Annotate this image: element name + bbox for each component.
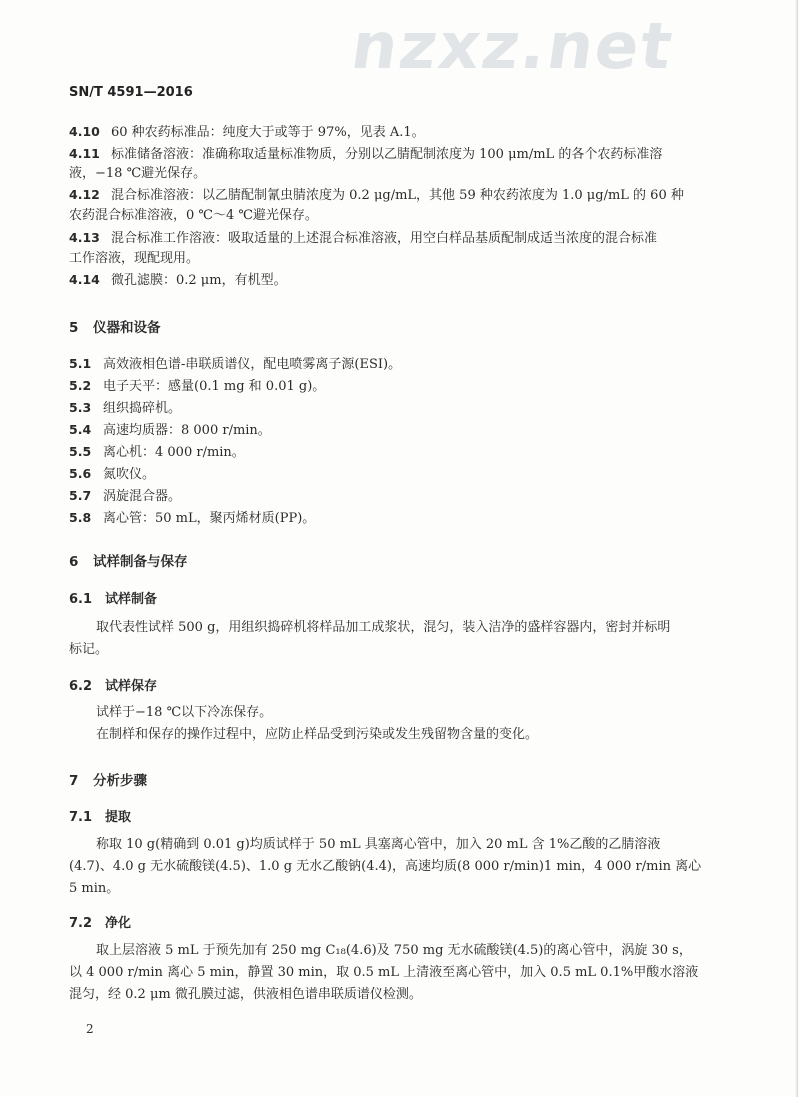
clause-number: 5.8 — [69, 510, 92, 525]
paragraph-line: 混匀，经 0.2 μm 微孔膜过滤，供液相色谱串联质谱仪检测。 — [69, 987, 422, 1002]
subsection-number: 7.2 — [69, 916, 93, 931]
clause-5-4 — [69, 419, 733, 442]
clause-number: 4.12 — [69, 187, 100, 202]
clause-text: 氮吹仪。 — [103, 467, 156, 482]
clause-5-3 — [69, 397, 733, 420]
standard-code-header: SN/T 4591—2016 — [69, 85, 193, 100]
subsection-heading-7-1 — [69, 806, 131, 825]
clause-4-12 — [69, 184, 733, 207]
paragraph-line: 试样于−18 ℃以下冷冻保存。 — [96, 705, 273, 720]
clause-number: 5.4 — [69, 422, 92, 437]
clause-text: 高速均质器：8 000 r/min。 — [103, 423, 271, 438]
section-number: 6 — [69, 554, 79, 570]
clause-text: 离心机：4 000 r/min。 — [103, 445, 245, 460]
section-heading-6 — [69, 550, 188, 570]
clause-number: 5.2 — [69, 378, 92, 393]
clause-text: 电子天平：感量(0.1 mg 和 0.01 g)。 — [103, 379, 326, 394]
clause-continuation: 液，−18 ℃避光保存。 — [69, 166, 207, 181]
section-title: 仪器和设备 — [93, 320, 161, 336]
paragraph-line: 以 4 000 r/min 离心 5 min，静置 30 min，取 0.5 mL 上清液至离心管中，加入 0.5 mL 0.1%甲酸水溶液 — [69, 965, 699, 980]
clause-number: 5.5 — [69, 444, 92, 459]
subsection-number: 6.2 — [69, 679, 93, 694]
clause-number: 4.13 — [69, 230, 100, 245]
paragraph-line: 取代表性试样 500 g，用组织捣碎机将样品加工成浆状，混匀，装入洁净的盛样容器内，密封并标明 — [96, 620, 671, 635]
subsection-heading-7-2 — [69, 912, 131, 931]
clause-5-8 — [69, 507, 733, 530]
clause-number: 5.3 — [69, 400, 92, 415]
section-heading-7 — [69, 769, 147, 789]
clause-text: 离心管：50 mL，聚丙烯材质(PP)。 — [103, 511, 316, 526]
clause-number: 5.6 — [69, 466, 92, 481]
subsection-heading-6-2 — [69, 675, 157, 694]
clause-5-6 — [69, 463, 733, 486]
clause-4-10 — [69, 121, 733, 144]
paragraph-line: 取上层溶液 5 mL 于预先加有 250 mg C₁₈(4.6)及 750 mg 无水硫酸镁(4.5)的离心管中，涡旋 30 s， — [96, 943, 692, 958]
paragraph-line: 标记。 — [69, 642, 109, 657]
clause-text: 60 种农药标准品：纯度大于或等于 97%，见表 A.1。 — [111, 125, 425, 140]
subsection-number: 7.1 — [69, 810, 93, 825]
section-heading-5 — [69, 316, 161, 336]
clause-text: 混合标准溶液：以乙腈配制氰虫腈浓度为 0.2 μg/mL，其他 59 种农药浓度为 1.0 μg/mL 的 60 种 — [111, 188, 684, 203]
section-title: 试样制备与保存 — [93, 554, 188, 570]
clause-text: 组织捣碎机。 — [103, 401, 182, 416]
clause-5-5 — [69, 441, 733, 464]
section-number: 7 — [69, 773, 79, 789]
clause-continuation: 农药混合标准溶液，0 ℃～4 ℃避光保存。 — [69, 208, 318, 223]
paragraph-line: 称取 10 g(精确到 0.01 g)均质试样于 50 mL 具塞离心管中，加入 20 mL 含 1%乙酸的乙腈溶液 — [96, 837, 661, 852]
paragraph-line: 在制样和保存的操作过程中，应防止样品受到污染或发生残留物含量的变化。 — [96, 727, 539, 742]
clause-text: 标准储备溶液：准确称取适量标准物质，分别以乙腈配制浓度为 100 μm/mL 的各个农药标准溶 — [111, 147, 663, 162]
page-edge-shadow — [795, 0, 798, 1097]
clause-4-13 — [69, 227, 733, 250]
subsection-title: 试样保存 — [105, 679, 158, 694]
page-number: 2 — [86, 1022, 94, 1036]
clause-number: 4.10 — [69, 124, 100, 139]
subsection-heading-6-1 — [69, 588, 157, 607]
paragraph-line: 5 min。 — [69, 881, 120, 896]
paragraph-line: (4.7)、4.0 g 无水硫酸镁(4.5)、1.0 g 无水乙酸钠(4.4)，高速均质(8 000 r/min)1 min，4 000 r/min 离心 — [69, 859, 702, 874]
clause-number: 4.14 — [69, 272, 100, 287]
watermark: nzxz.net — [346, 10, 679, 84]
clause-5-7 — [69, 485, 733, 508]
subsection-title: 净化 — [105, 916, 132, 931]
clause-number: 4.11 — [69, 146, 100, 161]
clause-5-1 — [69, 353, 733, 376]
section-number: 5 — [69, 320, 79, 336]
subsection-title: 提取 — [105, 810, 132, 825]
clause-text: 混合标准工作溶液：吸取适量的上述混合标准溶液，用空白样品基质配制成适当浓度的混合标准 — [111, 231, 658, 246]
clause-text: 涡旋混合器。 — [103, 489, 182, 504]
clause-number: 5.7 — [69, 488, 92, 503]
subsection-number: 6.1 — [69, 592, 93, 607]
section-title: 分析步骤 — [93, 773, 147, 789]
clause-text: 高效液相色谱-串联质谱仪，配电喷雾离子源(ESI)。 — [103, 357, 402, 372]
subsection-title: 试样制备 — [105, 592, 158, 607]
clause-number: 5.1 — [69, 356, 92, 371]
clause-4-14 — [69, 269, 733, 292]
clause-continuation: 工作溶液，现配现用。 — [69, 251, 200, 266]
clause-text: 微孔滤膜：0.2 μm，有机型。 — [111, 273, 287, 288]
clause-5-2 — [69, 375, 733, 398]
